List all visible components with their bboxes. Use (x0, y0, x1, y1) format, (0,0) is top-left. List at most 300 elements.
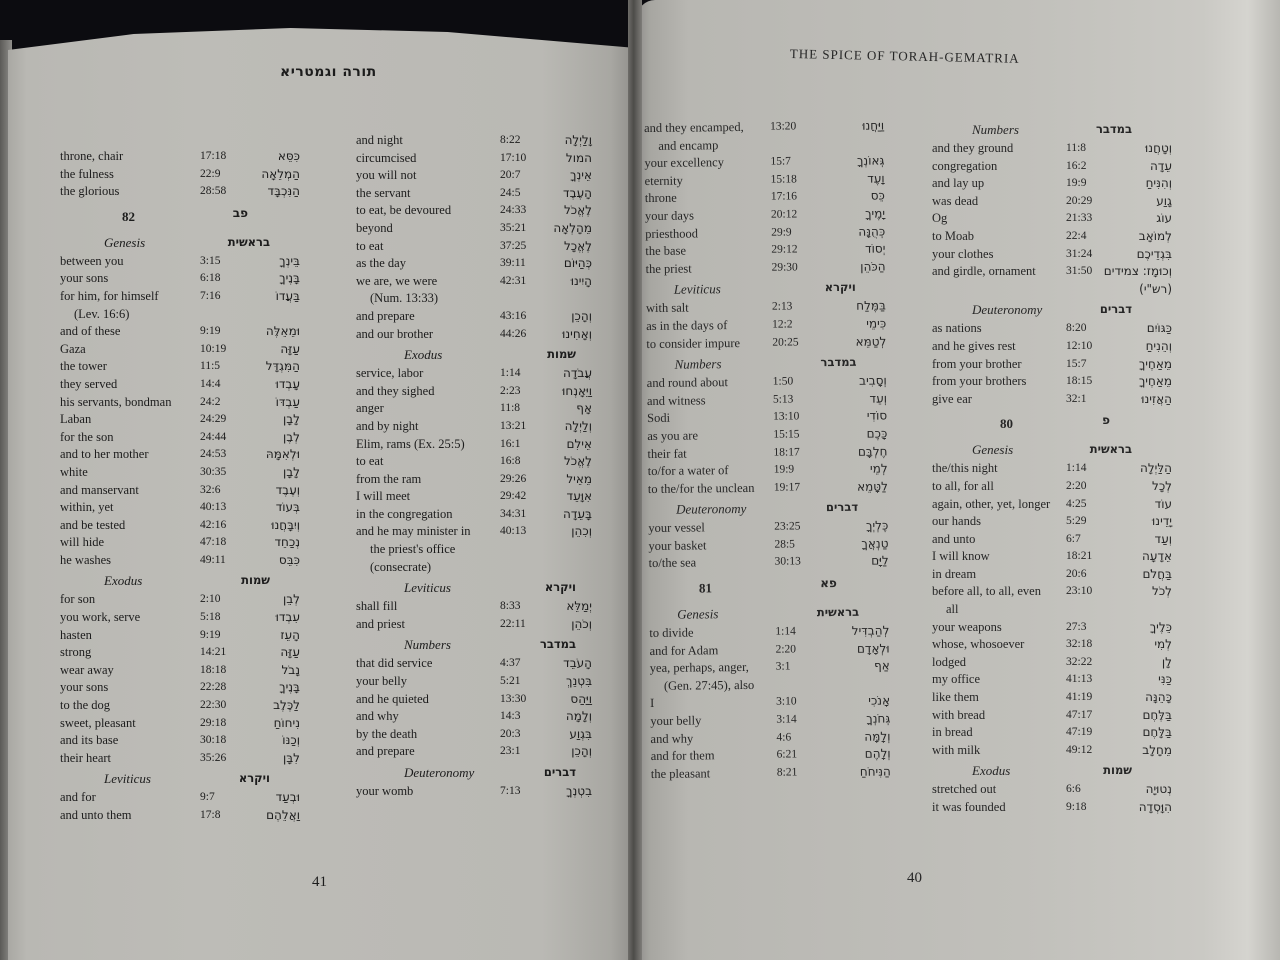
verse-reference: 28:5 (774, 538, 795, 551)
english-gloss: your days (644, 208, 695, 223)
english-gloss: your excellency (644, 155, 725, 171)
verse-reference: 19:17 (773, 481, 801, 494)
verse-reference: 11:5 (200, 360, 221, 373)
english-gloss: and why (650, 731, 694, 746)
hebrew-word: בָּנֶיךָ (279, 271, 300, 286)
english-gloss: as nations (932, 321, 982, 336)
english-gloss: Leviticus (673, 281, 721, 298)
english-gloss: from your brother (932, 356, 1022, 371)
english-gloss: 81 (698, 580, 712, 596)
hebrew-word: יְסוֹד (864, 241, 886, 256)
verse-reference: 16:8 (500, 455, 521, 468)
hebrew-word: דברים (543, 765, 576, 779)
english-gloss: give ear (932, 391, 972, 406)
english-gloss: (Gen. 27:45), also (663, 677, 755, 693)
english-gloss: you work, serve (60, 610, 141, 625)
english-gloss: the servant (356, 185, 411, 200)
entry-row (651, 763, 891, 783)
english-gloss: and for (60, 790, 96, 805)
verse-reference: 20:12 (770, 208, 798, 221)
entry-row (356, 400, 592, 418)
english-gloss: white (60, 464, 88, 479)
book-section-heading (356, 346, 592, 365)
book-section-heading (648, 499, 888, 521)
entry-row (60, 411, 300, 429)
english-gloss: wear away (60, 662, 114, 677)
verse-reference: 17:16 (770, 190, 798, 204)
hebrew-word: עִבְדוּ (275, 610, 300, 625)
hebrew-word: לָבָן (282, 464, 300, 479)
entry-row (356, 255, 592, 273)
verse-reference: 13:21 (500, 419, 527, 432)
entry-row (356, 326, 592, 344)
hebrew-word: לֶאֱכֹל (563, 454, 592, 469)
entry-row (932, 619, 1172, 637)
hebrew-word: המול (565, 150, 592, 165)
verse-reference: 22:30 (200, 699, 227, 712)
hebrew-word: גָוַע (1156, 193, 1172, 208)
english-gloss: I will know (932, 549, 990, 564)
book-section-heading (60, 770, 290, 789)
hebrew-word: ויקרא (238, 771, 270, 786)
hebrew-word: בַּמֶּלַח (856, 298, 887, 314)
running-head-english: THE SPICE OF TORAH-GEMATRIA (789, 46, 1020, 66)
english-gloss: was dead (932, 193, 979, 208)
english-gloss: the/this night (932, 461, 998, 476)
verse-reference: 5:18 (200, 611, 221, 624)
hebrew-word: מֵהָלְאָה (553, 220, 592, 235)
hebrew-word: וּלְאִמָּהּ (265, 447, 300, 462)
verse-reference: 31:50 (1066, 265, 1093, 278)
entry-row (932, 263, 1172, 281)
verse-reference: 30:18 (200, 734, 227, 747)
english-gloss: your basket (648, 538, 707, 553)
verse-reference: 41:13 (1066, 673, 1093, 686)
verse-reference: 9:7 (200, 791, 215, 804)
verse-reference: 42:31 (500, 274, 527, 287)
entry-row (356, 708, 592, 726)
hebrew-word: וְלָהֶם (864, 746, 891, 761)
english-gloss: and unto them (60, 808, 132, 822)
verse-reference: 32:1 (1066, 392, 1087, 405)
verse-reference: 22:28 (200, 681, 227, 694)
entry-row (356, 655, 592, 673)
entry-row (60, 715, 300, 733)
hebrew-word: בָּעֵדָה (563, 506, 592, 521)
entry-row (356, 598, 592, 616)
english-gloss: and girdle, ornament (932, 264, 1036, 279)
hebrew-word: כַּגּוֹיִם (1146, 321, 1172, 336)
english-gloss: to the/for the unclean (647, 480, 755, 496)
english-gloss: to the dog (60, 698, 110, 713)
verse-reference: 15:15 (773, 428, 800, 441)
english-gloss: Numbers (404, 637, 451, 653)
english-gloss: to consider impure (646, 335, 741, 351)
english-gloss: the base (645, 243, 687, 259)
entry-row (649, 553, 889, 573)
entry-row (60, 499, 300, 517)
hebrew-word: לַטָּמֵא (856, 479, 888, 494)
english-gloss: (Num. 13:33) (370, 291, 439, 306)
english-gloss: from the ram (356, 471, 422, 486)
hebrew-word: וְלַיְלָה (564, 418, 592, 433)
verse-reference: 2:10 (200, 593, 221, 606)
hebrew-word: וְכוּמָז: צמידים (1103, 264, 1172, 279)
entry-row (60, 697, 300, 715)
entry-row (932, 478, 1172, 496)
verse-reference: 7:13 (500, 785, 521, 797)
english-gloss: Exodus (104, 573, 143, 589)
entry-row (60, 429, 300, 447)
verse-reference: 7:16 (200, 289, 221, 302)
hebrew-word: אֵינְךָ (570, 168, 592, 183)
english-gloss: and its base (60, 733, 119, 748)
verse-reference: 14:4 (200, 377, 221, 390)
verse-reference: 2:20 (1066, 479, 1087, 492)
english-gloss: from your brothers (932, 374, 1027, 389)
english-gloss: Genesis (972, 442, 1014, 458)
entry-row (356, 185, 592, 203)
english-gloss: Deuteronomy (972, 302, 1043, 318)
entry-row (60, 591, 300, 609)
hebrew-word: עַבְדּוֹ (275, 394, 300, 409)
english-gloss: within, yet (60, 500, 114, 515)
hebrew-word: במדבר (539, 637, 576, 652)
entry-row (60, 358, 300, 376)
entry-continuation (60, 306, 290, 324)
entry-continuation (932, 281, 1172, 299)
english-gloss: and be tested (60, 517, 126, 532)
hebrew-word: כִּימֵי (866, 316, 887, 331)
verse-reference: 2:20 (775, 643, 797, 656)
hebrew-word: גְּאוֹנְךָ (856, 153, 885, 168)
hebrew-word: כֵּס (870, 188, 885, 204)
english-gloss: hasten (60, 627, 92, 642)
english-gloss: your clothes (932, 246, 994, 261)
hebrew-word: כָּכֶם (866, 426, 888, 441)
entry-row (60, 394, 300, 412)
verse-reference: 47:18 (200, 536, 227, 549)
entry-row (356, 383, 592, 401)
entry-row (932, 158, 1172, 176)
hebrew-word: וְכַנּוֹ (282, 733, 300, 748)
english-gloss: as the day (356, 256, 406, 271)
book-section-heading (646, 279, 886, 301)
hebrew-word: עוֹג (1156, 211, 1172, 226)
entry-row (932, 531, 1172, 549)
entry-row (932, 671, 1172, 689)
entry-row (932, 548, 1172, 566)
hebrew-word: לַיָּם (871, 553, 889, 569)
english-gloss: Leviticus (404, 580, 451, 596)
entry-row (356, 616, 592, 634)
entry-row (356, 506, 592, 524)
english-gloss: 82 (122, 208, 135, 224)
entry-row (60, 789, 300, 807)
hebrew-word: הַנִּיחֹחַ (859, 764, 891, 779)
english-gloss: and he may minister in (356, 524, 471, 539)
english-gloss: anger (356, 401, 384, 416)
hebrew-word: הָעֹבֵד (563, 656, 592, 671)
hebrew-word: פב (232, 205, 248, 220)
english-gloss: with milk (932, 742, 981, 757)
verse-reference: 17:8 (200, 809, 221, 821)
hebrew-word: במדבר (1095, 122, 1132, 136)
english-gloss: Sodi (647, 411, 671, 426)
english-gloss: Exodus (404, 347, 443, 363)
verse-reference: 8:20 (1066, 322, 1087, 335)
english-gloss: sweet, pleasant (60, 715, 136, 730)
english-gloss: as in the days of (646, 318, 728, 333)
hebrew-word: עֲבֹדָה (563, 366, 592, 381)
verse-reference: 20:6 (1066, 567, 1087, 580)
hebrew-word: בִּטְנֵךְ (566, 674, 592, 689)
verse-reference: 11:8 (1066, 142, 1087, 154)
entry-continuation (356, 559, 592, 577)
english-gloss: in bread (932, 725, 973, 740)
english-gloss: and prepare (356, 744, 415, 759)
hebrew-word: כְּהֻנָּה (858, 224, 886, 239)
book-section-heading (356, 636, 592, 655)
hebrew-word: וְלָמָה (565, 709, 592, 724)
entry-continuation (356, 290, 592, 308)
verse-reference: 14:3 (500, 710, 521, 723)
verse-reference: 27:3 (1066, 620, 1087, 633)
english-gloss: and lay up (932, 176, 985, 191)
verse-reference: 35:26 (200, 751, 227, 764)
hebrew-word: בראשית (816, 604, 860, 620)
hebrew-word: וַיֵּאָנְחוּ (562, 383, 592, 398)
english-gloss: Deuteronomy (676, 501, 747, 517)
verse-reference: 13:30 (500, 692, 527, 705)
verse-reference: 44:26 (500, 327, 527, 340)
hebrew-word: יְמַלֵּא (566, 599, 592, 614)
book-gutter (628, 0, 642, 960)
hebrew-word: נְטוּיָה (1145, 782, 1172, 797)
entry-continuation (932, 601, 1172, 619)
entry-row (645, 258, 885, 278)
hebrew-word: בַּלֶּחֶם (1142, 707, 1172, 722)
english-gloss: to eat, be devoured (356, 203, 452, 218)
english-gloss: as you are (647, 428, 699, 443)
hebrew-word: וְלָמָּה (864, 729, 891, 744)
page-number-right: 40 (907, 870, 922, 886)
verse-reference: 3:1 (775, 660, 791, 673)
hebrew-word: בְּעוֹד (275, 500, 300, 515)
hebrew-word: בָּנֶיךָ (279, 680, 300, 695)
entry-row (356, 726, 592, 744)
entry-row (932, 193, 1172, 211)
verse-reference: 35:21 (500, 221, 527, 234)
english-gloss: your belly (356, 674, 408, 689)
verse-reference: 6:6 (1066, 783, 1081, 796)
english-gloss: for the son (60, 429, 114, 444)
book-section-heading (932, 301, 1172, 320)
entry-row (60, 464, 300, 482)
verse-reference: 3:15 (200, 254, 221, 267)
hebrew-word: דברים (1099, 302, 1132, 317)
verse-reference: 20:3 (500, 727, 521, 740)
english-gloss: for son (60, 592, 96, 607)
hebrew-word: שמות (1103, 763, 1132, 778)
book-section-heading (60, 572, 290, 591)
verse-reference: 5:29 (1066, 515, 1087, 528)
entry-row (356, 308, 592, 326)
hebrew-word: לְכָל (1152, 478, 1172, 493)
entry-row (356, 436, 592, 454)
verse-reference: 49:12 (1066, 743, 1093, 756)
hebrew-word: אַף (873, 658, 890, 673)
entry-row (60, 288, 300, 306)
entry-row (932, 742, 1172, 760)
english-gloss: the pleasant (650, 766, 711, 781)
english-gloss: before all, to all, even (932, 584, 1041, 599)
entry-row (932, 320, 1172, 338)
verse-reference: 18:18 (200, 663, 227, 676)
english-gloss: in dream (932, 566, 977, 581)
hebrew-word: טַנְאֲךָ (861, 536, 889, 551)
hebrew-word: וְעֶבֶד (275, 482, 300, 497)
hebrew-word: בִּגְוַע (569, 726, 592, 741)
verse-reference: 1:50 (772, 375, 794, 388)
english-gloss: congregation (932, 158, 998, 173)
verse-reference: 12:2 (772, 318, 793, 331)
verse-reference: 29:12 (771, 243, 798, 256)
english-gloss: your womb (356, 784, 414, 798)
verse-reference: 32:6 (200, 483, 221, 496)
english-gloss: whose, whosoever (932, 637, 1025, 652)
english-gloss: to divide (649, 625, 694, 641)
hebrew-word: חֶלְבָּם (857, 443, 888, 459)
hebrew-word: כְּהַיּוֹם (563, 256, 592, 271)
gematria-number-heading (932, 412, 1172, 438)
english-gloss: Numbers (972, 122, 1019, 137)
english-gloss: eternity (644, 173, 683, 188)
english-gloss: to/for a water of (647, 463, 729, 479)
hebrew-word: וְטָחֲנוּ (1145, 141, 1172, 155)
hebrew-word: מֵאֵיל (566, 471, 592, 486)
verse-reference: 11:8 (500, 402, 521, 415)
english-gloss: circumcised (356, 150, 417, 165)
entry-row (932, 566, 1172, 584)
entry-row (356, 523, 592, 541)
verse-reference: 30:13 (774, 555, 801, 569)
entry-row (932, 246, 1172, 264)
english-gloss: we are, we were (356, 273, 438, 288)
verse-reference: 4:6 (776, 731, 792, 744)
hebrew-word: לְמוֹאָב (1138, 228, 1172, 243)
hebrew-word: לְהַבְדִּיל (851, 623, 890, 638)
verse-reference: 8:33 (500, 600, 521, 613)
english-gloss: Genesis (104, 234, 146, 250)
verse-reference: 29:18 (200, 716, 227, 729)
column-4 (932, 118, 1172, 817)
hebrew-word: עֵדָה (1149, 158, 1172, 173)
verse-reference: 37:25 (500, 239, 527, 252)
hebrew-word: יָמֶיךָ (864, 206, 886, 221)
book-section-heading (932, 121, 1172, 140)
english-gloss: lodged (932, 654, 967, 669)
hebrew-word: אֵדָעָה (1141, 549, 1172, 564)
english-gloss: and for them (650, 748, 715, 764)
entry-row (932, 140, 1172, 158)
english-gloss: yea, perhaps, anger, (649, 660, 749, 676)
english-gloss: your vessel (648, 520, 705, 536)
hebrew-word: וּמֵאֵלֶּה (265, 324, 300, 339)
hebrew-word: בֵּינְךָ (279, 253, 300, 268)
hebrew-word: הִוָּסְדָה (1138, 800, 1172, 814)
english-gloss: they served (60, 376, 118, 391)
verse-reference: 15:7 (1066, 357, 1087, 370)
english-gloss: with salt (645, 300, 689, 316)
entry-row (932, 724, 1172, 742)
hebrew-word: וְהָכֵן (571, 308, 592, 323)
book-section-heading (356, 764, 592, 783)
hebrew-word: עָבְדוּ (275, 376, 300, 391)
hebrew-word: כַּנִּי (1158, 672, 1172, 687)
english-gloss: in the congregation (356, 506, 453, 521)
verse-reference: 6:21 (776, 748, 798, 761)
english-gloss: your weapons (932, 619, 1002, 634)
verse-reference: 19:9 (1066, 177, 1087, 190)
english-gloss: to/the sea (648, 555, 697, 571)
verse-reference: 2:23 (500, 384, 521, 397)
hebrew-word: וּלְאָדָם (856, 641, 890, 656)
entry-row (60, 609, 300, 627)
entry-row (932, 496, 1172, 514)
english-gloss: Leviticus (104, 771, 151, 787)
english-gloss: and he gives rest (932, 338, 1016, 353)
hebrew-word: שמות (241, 573, 270, 588)
verse-reference: 20:25 (772, 335, 799, 349)
english-gloss: and for Adam (649, 642, 719, 658)
verse-reference: 31:24 (1066, 247, 1093, 260)
hebrew-word: בִּגְדֵיכֶם (1136, 246, 1172, 261)
entry-row (60, 627, 300, 645)
english-gloss: service, labor (356, 366, 424, 381)
verse-reference: 16:2 (1066, 159, 1087, 172)
entry-row (356, 691, 592, 709)
entry-row (60, 679, 300, 697)
column-1 (60, 148, 300, 825)
verse-reference: 29:30 (771, 261, 798, 274)
english-gloss: to eat (356, 238, 384, 253)
verse-reference: 24:33 (500, 204, 527, 217)
english-gloss: and he quieted (356, 691, 429, 706)
verse-reference: 40:13 (200, 501, 227, 514)
entry-row (932, 636, 1172, 654)
entry-row (60, 323, 300, 341)
verse-reference: 17:10 (500, 151, 527, 164)
hebrew-word: פ (1102, 413, 1110, 428)
entry-row (932, 513, 1172, 531)
english-gloss: and they encamped, (644, 119, 744, 135)
entry-row (932, 338, 1172, 356)
hebrew-word: לְבֵן (282, 592, 300, 607)
hebrew-word: לְמִי (1154, 637, 1172, 652)
entry-row (60, 482, 300, 500)
english-gloss: like them (932, 690, 979, 705)
english-gloss: Exodus (972, 763, 1011, 779)
book-section-heading (646, 354, 886, 376)
hebrew-word: הַמִּגְדָּל (265, 359, 300, 374)
english-gloss: stretched out (932, 782, 997, 797)
hebrew-word: וְהָכֵן (571, 744, 592, 759)
english-gloss: throne (644, 191, 677, 206)
hebrew-word: הָעֵז (280, 627, 300, 642)
hebrew-word: אָנֹכִי (868, 693, 891, 709)
entry-row (932, 356, 1172, 374)
